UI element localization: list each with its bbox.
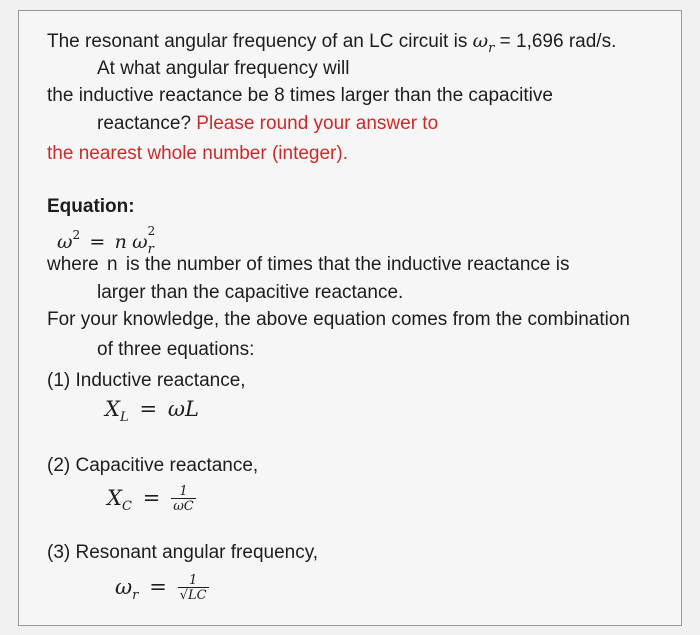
omega-r-symbol: $\omega_r$ <box>472 30 495 56</box>
equation-heading: Equation: <box>47 196 135 217</box>
item-2-label: (2) Capacitive reactance, <box>47 455 259 476</box>
problem-line-5: the nearest whole number (integer). <box>47 143 348 164</box>
item-1-label: (1) Inductive reactance, <box>47 370 246 391</box>
knowledge-line-2: of three equations: <box>97 339 255 360</box>
resonant-frequency-formula: $\omega_r$ = $\frac{1}{√LC}$ <box>115 573 207 604</box>
main-equation: $\omega^2 = n$ ω 2 $_r$ <box>57 224 156 257</box>
knowledge-line-1: For your knowledge, the above equation comes from the combination <box>47 309 630 330</box>
question-card <box>18 10 682 626</box>
resonant-fraction: $\frac{1}{√LC}$ <box>179 573 207 604</box>
capacitive-fraction: $\frac{1}{\omega C}$ <box>173 484 194 515</box>
item-3-label: (3) Resonant angular frequency, <box>47 542 319 563</box>
problem-line-1: The resonant angular frequency of an LC circuit is $\omega_r = 1,696$ rad/s. <box>47 30 617 56</box>
inductive-reactance-formula: $X_L = \omega L$ <box>105 397 199 425</box>
rounding-instruction: Please round your answer to <box>196 113 439 134</box>
problem-line-4: reactance? Please round your answer to <box>97 113 439 134</box>
problem-line-2: At what angular frequency will <box>97 58 350 79</box>
where-line-2: larger than the capacitive reactance. <box>97 282 404 303</box>
where-line-1: where n is the number of times that the inductive reactance is <box>47 254 570 275</box>
capacitive-reactance-formula: $X_C$ = $\frac{1}{\omega C}$ <box>107 484 194 515</box>
problem-line-3: the inductive reactance be 8 times larger than the capacitive <box>47 85 553 106</box>
